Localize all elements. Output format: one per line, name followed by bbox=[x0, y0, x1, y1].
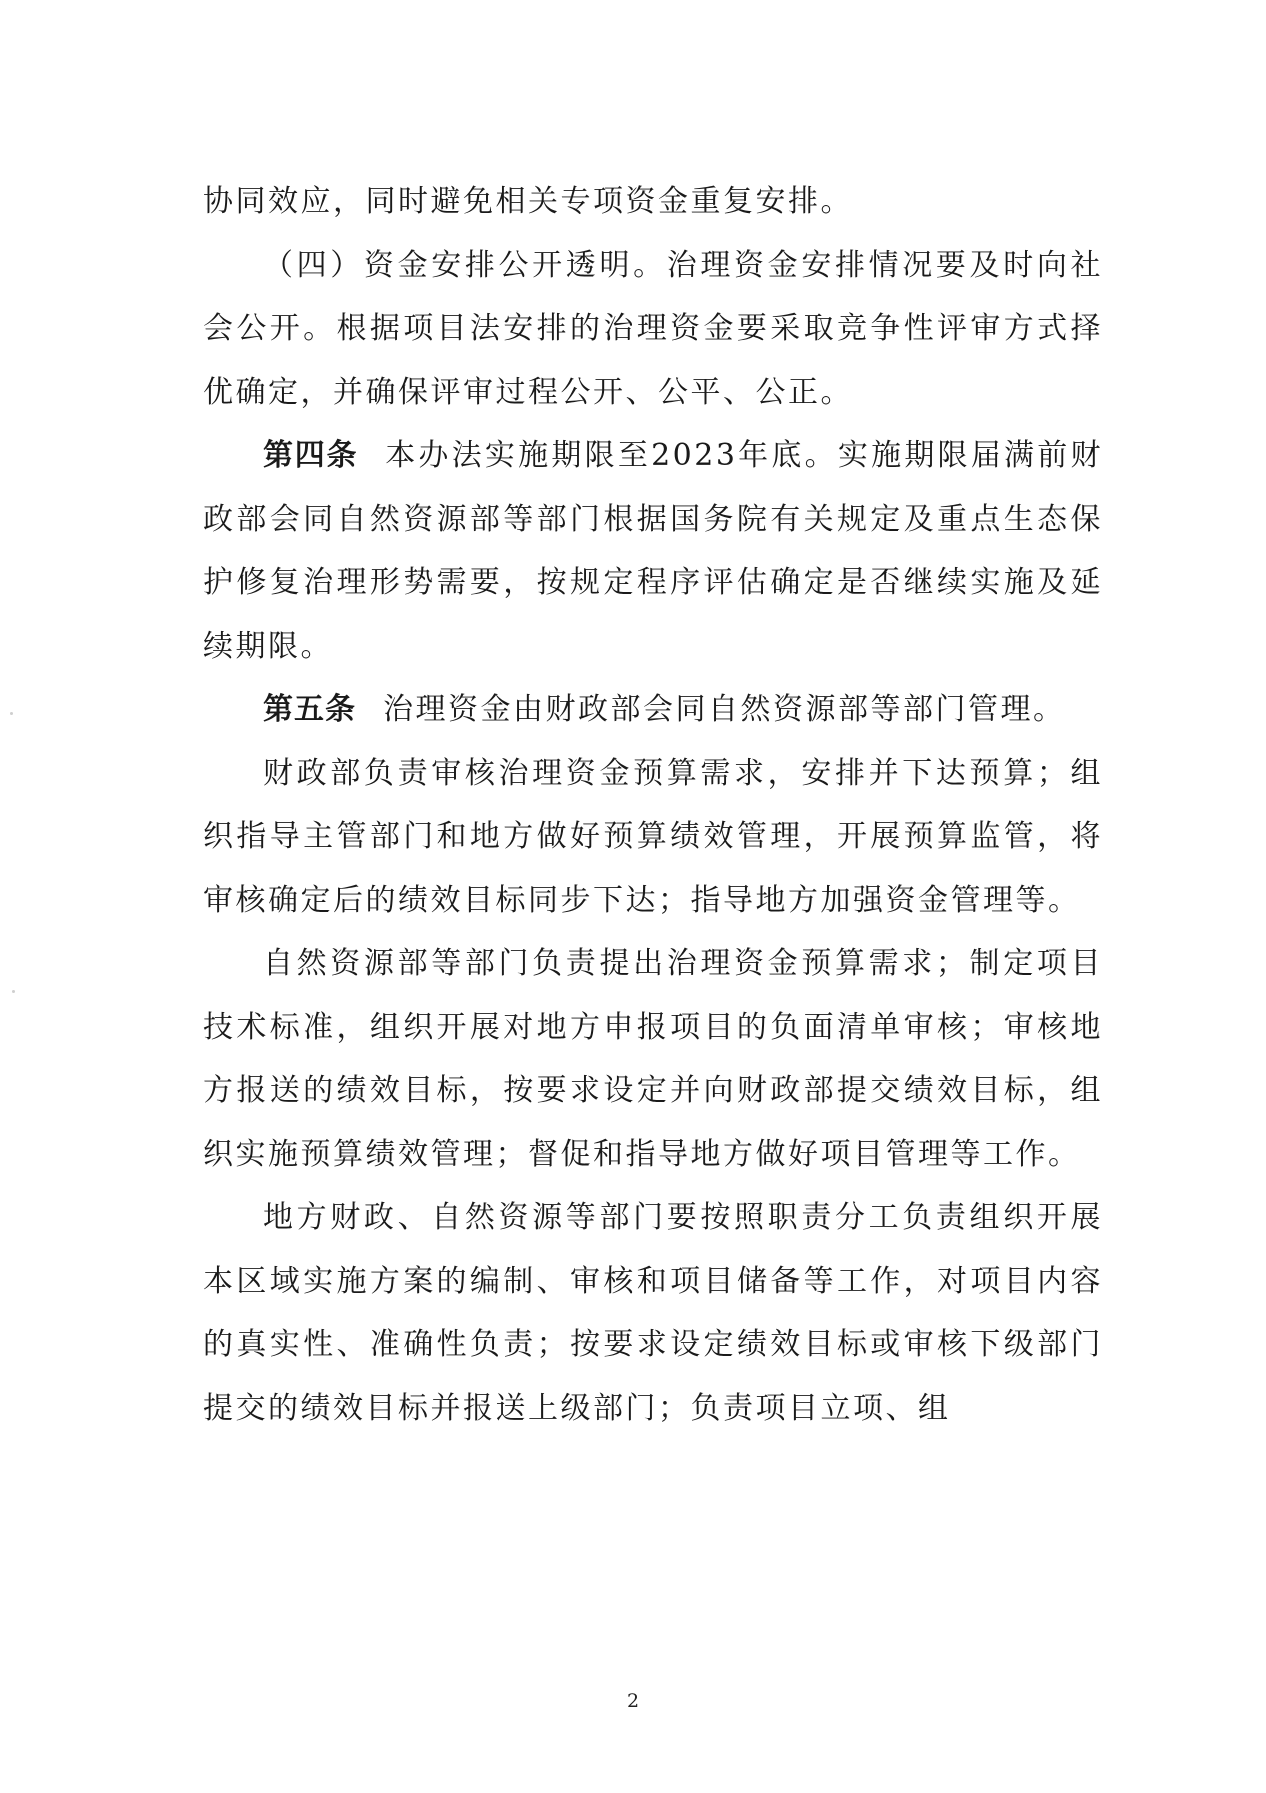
paragraph-continuation bbox=[203, 170, 1103, 234]
paragraph-text: 协同效应，同时避免相关专项资金重复安排。 bbox=[203, 184, 853, 219]
paragraph-text: 地方财政、自然资源等部门要按照职责分工负责组织开展本区域实施方案的编制、审核和项目储备等工作，对项目内容的真实性、准确性负责；按要求设定绩效目标或审核下级部门提交的绩效目标并报送上级部门；负责项目立项、组 bbox=[203, 1200, 1103, 1426]
paragraph-finance-ministry bbox=[203, 742, 1103, 933]
paragraph-text: 财政部负责审核治理资金预算需求，安排并下达预算；组织指导主管部门和地方做好预算绩效管理，开展预算监管，将审核确定后的绩效目标同步下达；指导地方加强资金管理等。 bbox=[203, 755, 1103, 918]
article-text: 本办法实施期限至2023年底。实施期限届满前财政部会同自然资源部等部门根据国务院有关规定及重点生态保护修复治理形势需要，按规定程序评估确定是否继续实施及延续期限。 bbox=[203, 438, 1103, 664]
page-number: 2 bbox=[626, 1690, 640, 1712]
paragraph-text: （四）资金安排公开透明。治理资金安排情况要及时向社会公开。根据项目法安排的治理资金要采取竞争性评审方式择优确定，并确保评审过程公开、公平、公正。 bbox=[203, 247, 1103, 410]
article-text: 治理资金由财政部会同自然资源部等部门管理。 bbox=[383, 692, 1066, 727]
scan-speck bbox=[10, 712, 13, 715]
paragraph-text: 自然资源部等部门负责提出治理资金预算需求；制定项目技术标准，组织开展对地方申报项目的负面清单审核；审核地方报送的绩效目标，按要求设定并向财政部提交绩效目标，组织实施预算绩效管理；督促和指导地方做好项目管理等工作。 bbox=[203, 946, 1103, 1172]
paragraph-natural-resources-ministry bbox=[203, 932, 1103, 1186]
paragraph-local-departments bbox=[203, 1186, 1103, 1440]
paragraph-item-four bbox=[203, 234, 1103, 425]
document-body bbox=[203, 170, 1103, 1440]
article-four bbox=[203, 424, 1103, 678]
scan-speck bbox=[12, 990, 15, 993]
article-five bbox=[203, 678, 1103, 742]
article-heading: 第五条 bbox=[263, 692, 356, 727]
article-heading: 第四条 bbox=[263, 438, 359, 473]
